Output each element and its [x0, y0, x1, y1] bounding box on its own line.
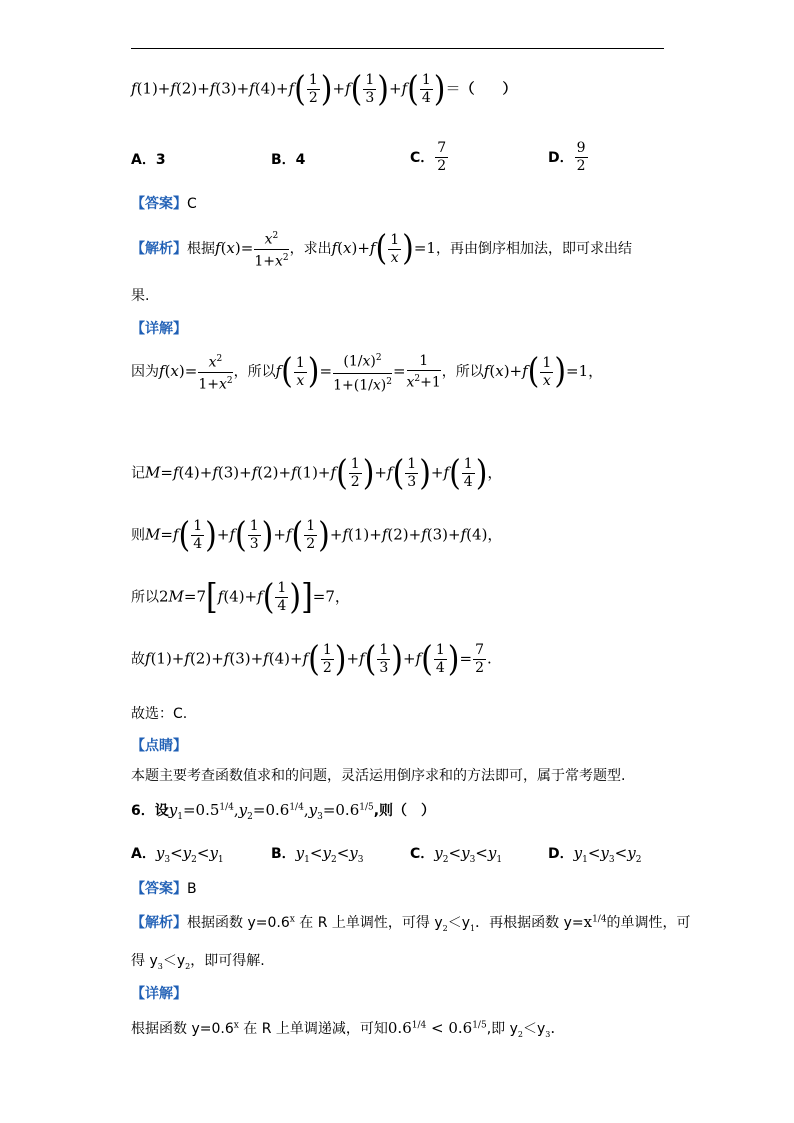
answer-tag: 【答案】 [131, 196, 187, 212]
q5-comment-tag-line [131, 735, 187, 755]
q5-analysis-cont: 果. [131, 288, 150, 304]
q6-option-a: A．$y_3<y_2<y_1$ [131, 844, 224, 865]
detail-tag: 【详解】 [131, 321, 187, 337]
q5-detail-4: 所以2M=7[f(4)+f( $\frac{1}{4}$ )]=7， [131, 576, 350, 618]
q5-option-d: D． $\frac{9}{2}$ [548, 140, 586, 174]
q6-answer-line: 【答案】B [131, 881, 197, 897]
q6-stem: 6．设$y_1=0.5^{1/4},y_2=0.6^{1/4},y_3=0.6^{1/5}$,则（ ） [131, 801, 436, 822]
q6-options [131, 843, 671, 865]
q6-answer: B [187, 881, 197, 897]
q6-option-d: D．$y_1<y_3<y_2$ [548, 844, 642, 865]
q5-comment: 本题主要考查函数值求和的问题，灵活运用倒序求和的方法即可，属于常考题型. [131, 768, 626, 784]
header-rule [131, 48, 664, 49]
q6-label: 6．设 [131, 803, 169, 819]
q6-then: ,则（ ） [373, 803, 436, 819]
q5-analysis: 【解析】根据f(x)= $\frac{x^2}{1+x^2}$ ，求出f(x)+f( $\frac{1}{x}$ )=1，再由倒序相加法，即可求出结 [131, 228, 632, 270]
q5-detail-tag-line [131, 318, 187, 338]
q5-detail-5: 故f(1)+f(2)+f(3)+f(4)+f( $\frac{1}{2}$ )+f( $\frac{1}{3}$ )+f( $\frac{1}{4}$ )= $\frac{7}{2}$ . [131, 638, 492, 680]
q5-option-a: A．3 [131, 152, 166, 168]
q5-answer-line [131, 193, 197, 213]
q5-detail-3: 则M=f( $\frac{1}{4}$ )+f( $\frac{1}{3}$ )+f( $\frac{1}{2}$ )+f(1)+f(2)+f(3)+f(4)， [131, 514, 503, 556]
comment-tag: 【点睛】 [131, 738, 187, 754]
q5-choose: 故选：C. [131, 706, 188, 722]
q6-detail: 根据函数 $y=0.6^x$ 在 R 上单调递减，可知$0.6^{1/4} < 0.6^{1/5}$,即 $y_2<y_3$. [131, 1019, 556, 1039]
q5-option-b: B．4 [271, 152, 306, 168]
q5-detail-1: 因为f(x)= $\frac{x^2}{1+x^2}$ ，所以f( $\frac{1}{x}$ )= $\frac{(1/x)^2}{1+(1/x)^2}$ = $\frac{1}{x^2+1}$ ，所以f(x)+f( $\frac{1}{x}$ )=1， [131, 351, 604, 394]
q5-detail-2: 记M=f(4)+f(3)+f(2)+f(1)+f( $\frac{1}{2}$ )+f( $\frac{1}{3}$ )+f( $\frac{1}{4}$ )， [131, 452, 503, 494]
q6-analysis: 【解析】根据函数 $y=0.6^x$ 在 R 上单调性，可得 $y_2<y_1$．再根据函数 $y=x^{1/4}$的单调性，可 [131, 913, 691, 933]
q5-answer: C [187, 196, 197, 212]
q5-blank: （ ） [460, 81, 517, 98]
q6-detail-tag-line: 【详解】 [131, 986, 187, 1002]
q6-analysis-cont: 得 $y_3<y_2$，即可得解. [131, 953, 265, 971]
q5-stem: f(1)+f(2)+f(3)+f(4)+f( $\frac{1}{2}$ )+f( $\frac{1}{3}$ )+f( $\frac{1}{4}$ )＝（ ） [131, 68, 517, 110]
q5-option-c: C． $\frac{7}{2}$ [410, 140, 447, 174]
q6-option-c: C．$y_2<y_3<y_1$ [410, 844, 503, 865]
q6-option-b: B．$y_1<y_2<y_3$ [271, 844, 364, 865]
